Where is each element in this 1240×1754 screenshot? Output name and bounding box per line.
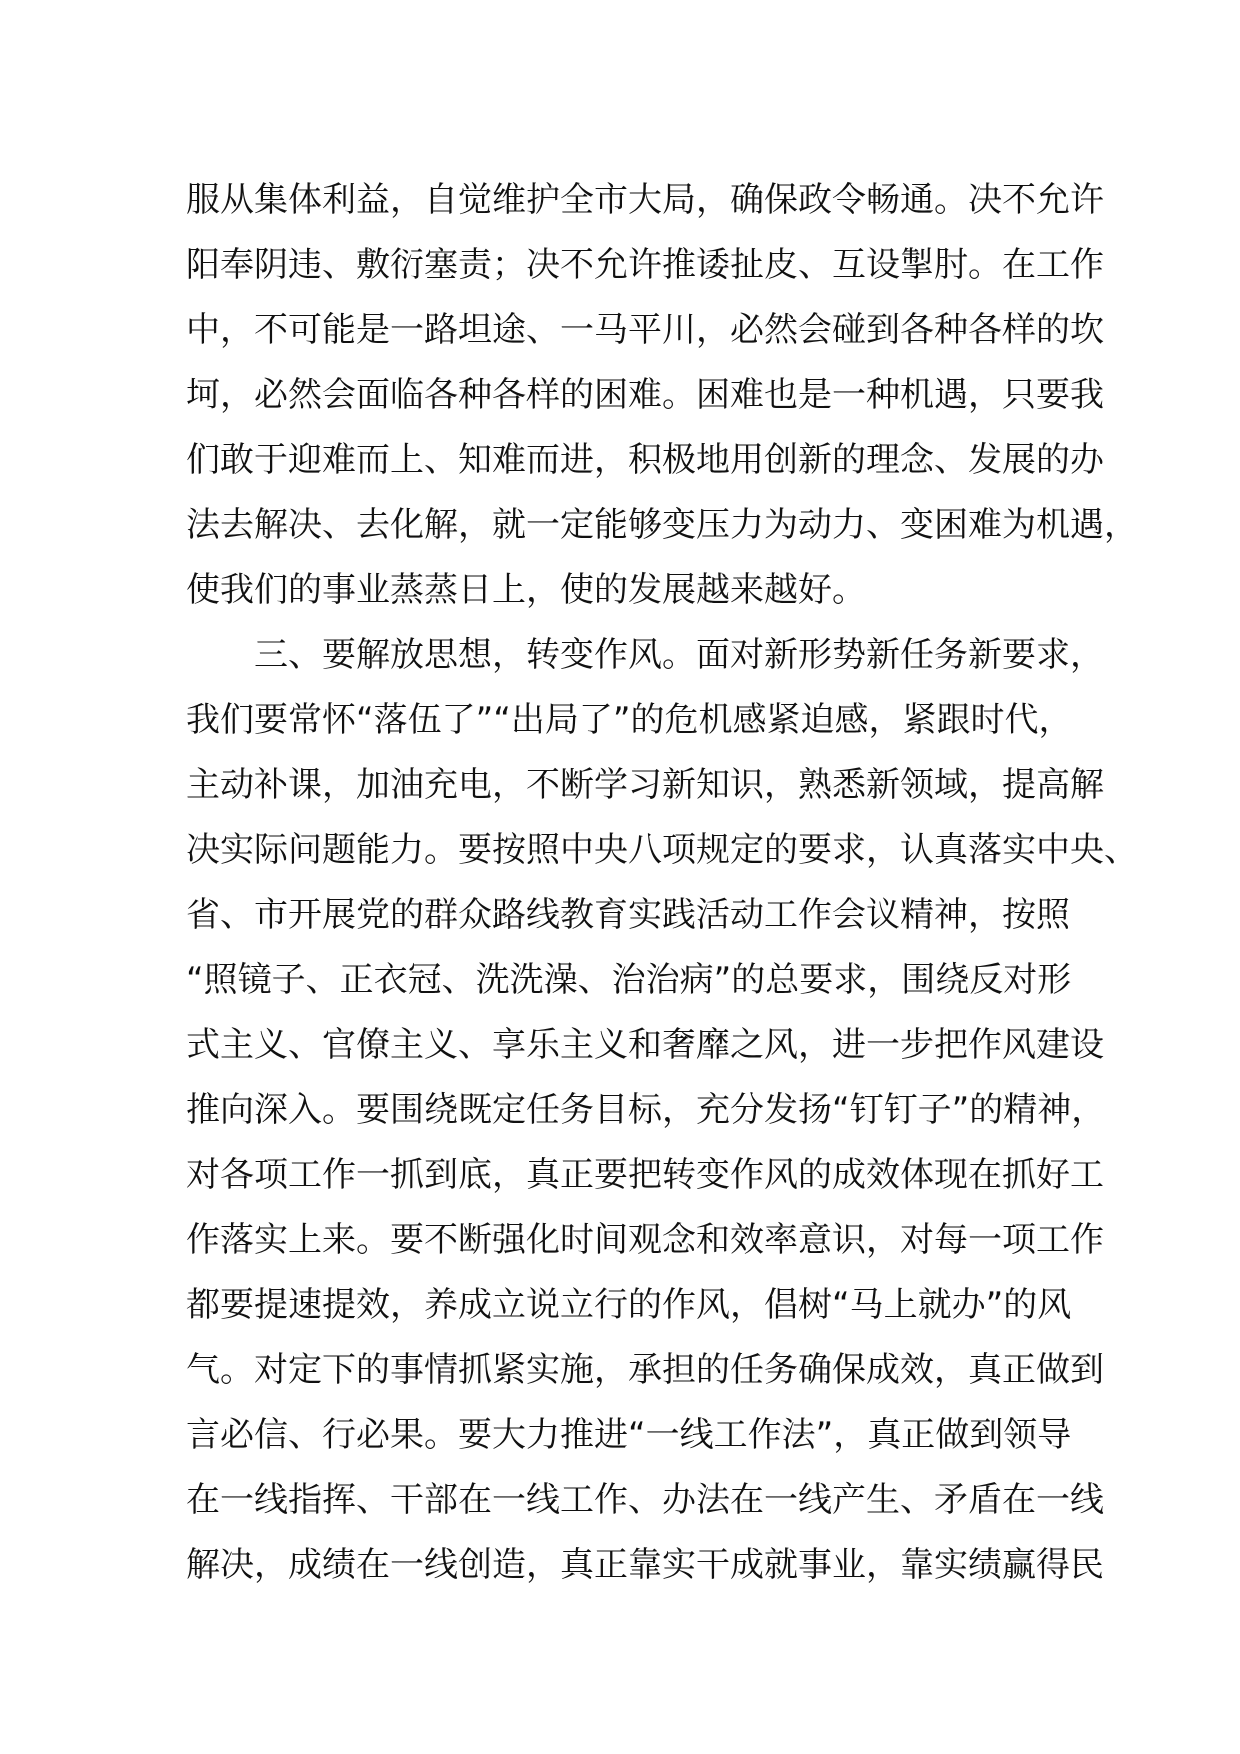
text-line: 式主义、官僚主义、享乐主义和奢靡之风，进一步把作风建设 bbox=[186, 1025, 1104, 1065]
text-line: 法去解决、去化解，就一定能够变压力为动力、变困难为机遇， bbox=[186, 505, 1138, 545]
text-line: 都要提速提效，养成立说立行的作风，倡树“马上就办”的风 bbox=[186, 1285, 1072, 1325]
text-line: 解决，成绩在一线创造，真正靠实干成就事业，靠实绩赢得民 bbox=[186, 1545, 1104, 1585]
text-line: 作落实上来。要不断强化时间观念和效率意识，对每一项工作 bbox=[186, 1220, 1104, 1260]
section-three-heading-line: 三、要解放思想，转变作风。面对新形势新任务新要求， bbox=[186, 635, 1104, 675]
text-line: 坷，必然会面临各种各样的困难。困难也是一种机遇，只要我 bbox=[186, 375, 1104, 415]
text-line: 推向深入。要围绕既定任务目标，充分发扬“钉钉子”的精神， bbox=[186, 1090, 1106, 1130]
text-line: 们敢于迎难而上、知难而进，积极地用创新的理念、发展的办 bbox=[186, 440, 1104, 480]
text-line: “照镜子、正衣冠、洗洗澡、治治病”的总要求，围绕反对形 bbox=[186, 960, 1072, 1000]
text-line: 服从集体利益，自觉维护全市大局，确保政令畅通。决不允许 bbox=[186, 180, 1104, 220]
text-line: 阳奉阴违、敷衍塞责；决不允许推诿扯皮、互设掣肘。在工作 bbox=[186, 245, 1104, 285]
text-line: 言必信、行必果。要大力推进“一线工作法”，真正做到领导 bbox=[186, 1415, 1072, 1455]
text-line: 决实际问题能力。要按照中央八项规定的要求，认真落实中央、 bbox=[186, 830, 1138, 870]
text-line: 对各项工作一抓到底，真正要把转变作风的成效体现在抓好工 bbox=[186, 1155, 1104, 1195]
text-line: 主动补课，加油充电，不断学习新知识，熟悉新领域，提高解 bbox=[186, 765, 1104, 805]
text-line: 使我们的事业蒸蒸日上，使的发展越来越好。 bbox=[186, 570, 866, 610]
body-text bbox=[186, 168, 1138, 1598]
text-line: 气。对定下的事情抓紧实施，承担的任务确保成效，真正做到 bbox=[186, 1350, 1104, 1390]
text-line: 在一线指挥、干部在一线工作、办法在一线产生、矛盾在一线 bbox=[186, 1480, 1104, 1520]
text-line: 我们要常怀“落伍了”“出局了”的危机感紧迫感，紧跟时代， bbox=[186, 700, 1073, 740]
text-line: 中，不可能是一路坦途、一马平川，必然会碰到各种各样的坎 bbox=[186, 310, 1104, 350]
text-line: 省、市开展党的群众路线教育实践活动工作会议精神，按照 bbox=[186, 895, 1070, 935]
